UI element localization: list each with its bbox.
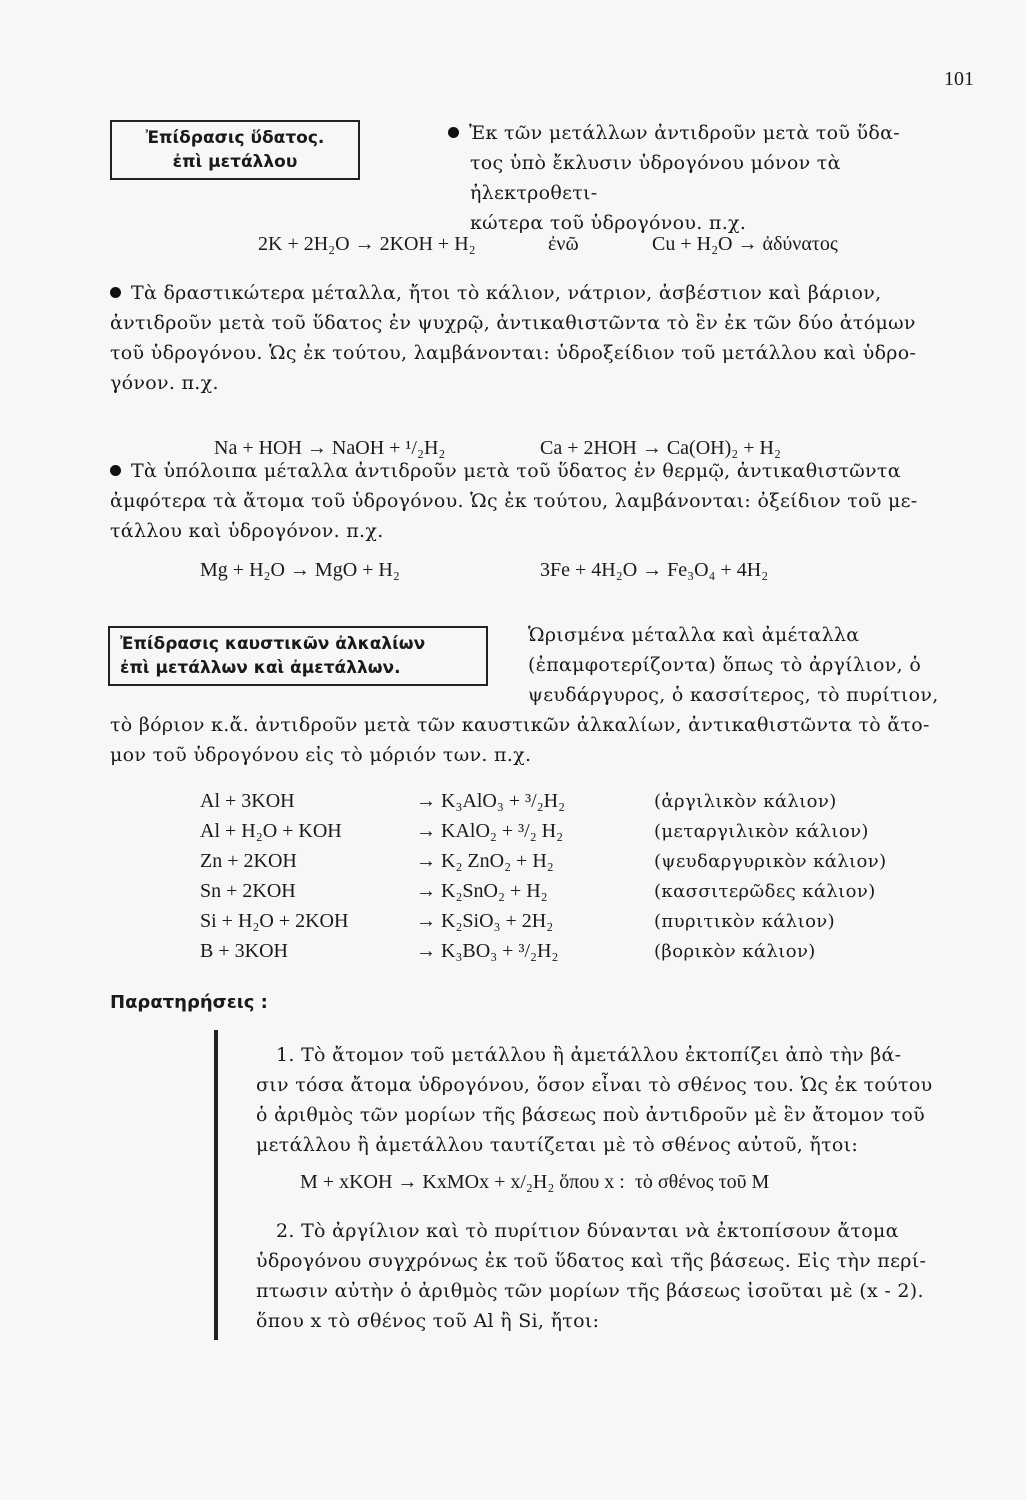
equation-potassium-water: 2K + 2H₂O → 2KOH + H₂: [258, 233, 476, 255]
text-line: ὑδρογόνου συγχρόνως ἐκ τοῦ ὕδατος καὶ τῆς βάσεως. Εἰς τὴν περί-: [256, 1250, 927, 1272]
paragraph-4-right: [528, 620, 968, 710]
reaction-row: [200, 846, 984, 876]
note-1-equation: M + xKOH → KxMOx + x/₂H₂ ὅπου x : τὸ σθένος τοῦ M: [300, 1171, 770, 1193]
text-line: (ἐπαμφοτερίζοντα) ὅπως τὸ ἀργίλιον, ὁ: [528, 654, 922, 676]
reaction-row: [200, 906, 984, 936]
bullet-icon: [110, 287, 121, 298]
equation-calcium-water: Ca + 2HOH → Ca(OH)₂ + H₂: [540, 437, 781, 459]
paragraph-3: [110, 454, 980, 546]
text-line: κώτερα τοῦ ὑδρογόνου. π.χ.: [470, 212, 747, 234]
page-number: 101: [944, 68, 974, 90]
reaction-table: [200, 786, 984, 966]
product-name: (πυριτικὸν κάλιον): [654, 910, 836, 932]
reaction-row: [200, 786, 984, 816]
bullet-icon: [448, 127, 459, 138]
text-line: μετάλλου ἢ ἀμετάλλου ταυτίζεται μὲ τὸ σθένος αὐτοῦ, ἤτοι:: [256, 1134, 859, 1156]
text-line: μον τοῦ ὑδρογόνου εἰς τὸ μόριόν των. π.χ.: [110, 744, 532, 766]
text-line: 2. Τὸ ἀργίλιον καὶ τὸ πυρίτιον δύνανται νὰ ἐκτοπίσουν ἄτομα: [276, 1220, 899, 1242]
text-line: ἀμφότερα τὰ ἄτομα τοῦ ὑδρογόνου. Ὡς ἐκ τούτου, λαμβάνονται: ὀξείδιον τοῦ με-: [110, 490, 918, 512]
reactants: Si + H₂O + 2KOH: [200, 909, 349, 932]
equation-magnesium-water: Mg + H₂O → MgO + H₂: [200, 559, 400, 581]
reactants: Al + H₂O + KOH: [200, 819, 342, 842]
side-heading-line: Ἐπίδρασις καυστικῶν ἀλκαλίων: [120, 634, 426, 654]
text-line: ἀντιδροῦν μετὰ τοῦ ὕδατος ἐν ψυχρῷ, ἀντικαθιστῶντα τὸ ἓν ἐκ τῶν δύο ἀτόμων: [110, 312, 916, 334]
side-heading-line: Ἐπίδρασις ὕδατος.: [145, 128, 325, 148]
reactants: B + 3KOH: [200, 939, 288, 962]
text-line: ὅπου x τὸ σθένος τοῦ Al ἢ Si, ἤτοι:: [256, 1310, 600, 1332]
equation-copper-water: Cu + H₂O → ἀδύνατος: [652, 233, 838, 255]
equation-iron-water: 3Fe + 4H₂O → Fe₃O₄ + 4H₂: [540, 559, 769, 581]
reaction-row: [200, 936, 984, 966]
note-1: [256, 1040, 968, 1160]
paragraph-2: [110, 278, 980, 398]
text-line: ψευδάργυρος, ὁ κασσίτερος, τὸ πυρίτιον,: [528, 684, 939, 706]
product-name: (κασσιτερῶδες κάλιον): [654, 880, 876, 902]
reactants: Zn + 2KOH: [200, 849, 297, 872]
product-name: (ἀργιλικὸν κάλιον): [654, 790, 837, 812]
product-name: (ψευδαργυρικὸν κάλιον): [654, 850, 887, 872]
text-line: Ἐκ τῶν μετάλλων ἀντιδροῦν μετὰ τοῦ ὕδα-: [469, 122, 900, 144]
products: → K₃BO₃ + ³/₂H₂: [416, 939, 559, 962]
text-line: τάλλου καὶ ὑδρογόνον. π.χ.: [110, 520, 384, 542]
text-line: τοῦ ὑδρογόνου. Ὡς ἐκ τούτου, λαμβάνονται: ὑδροξείδιον τοῦ μετάλλου καὶ ὑδρο-: [110, 342, 917, 364]
reaction-row: [200, 876, 984, 906]
text-line: τὸ βόριον κ.ἄ. ἀντιδροῦν μετὰ τῶν καυστικῶν ἀλκαλίων, ἀντικαθιστῶντα τὸ ἄτο-: [110, 714, 930, 736]
products: → K₂SnO₂ + H₂: [416, 879, 548, 902]
text-line: Τὰ δραστικώτερα μέταλλα, ἤτοι τὸ κάλιον, νάτριον, ἀσβέστιον καὶ βάριον,: [131, 282, 882, 304]
text-line: 1. Τὸ ἄτομον τοῦ μετάλλου ἢ ἀμετάλλου ἐκτοπίζει ἀπὸ τὴν βά-: [276, 1044, 902, 1066]
text-line: τος ὑπὸ ἔκλυσιν ὑδρογόνου μόνον τὰ ἠλεκτροθετι-: [470, 152, 841, 204]
products: → K₂SiO₃ + 2H₂: [416, 909, 554, 932]
products: → KAlO₂ + ³/₂ H₂: [416, 819, 564, 842]
equation-connector: ἐνῶ: [548, 233, 579, 255]
side-heading-line: ἐπὶ μετάλλων καὶ ἀμετάλλων.: [120, 658, 401, 678]
products: → K₂ ZnO₂ + H₂: [416, 849, 554, 872]
text-line: πτωσιν αὐτὴν ὁ ἀριθμὸς τῶν μορίων τῆς βάσεως ἰσοῦται μὲ (x - 2).: [256, 1280, 924, 1302]
products: → K₃AlO₃ + ³/₂H₂: [416, 789, 566, 812]
paragraph-4-full: [110, 710, 980, 770]
text-line: Ὡρισμένα μέταλλα καὶ ἀμέταλλα: [528, 624, 860, 646]
side-heading-water-on-metal: [110, 120, 360, 180]
product-name: (μεταργιλικὸν κάλιον): [654, 820, 869, 842]
equation-sodium-water: Na + HOH → NaOH + ¹/₂H₂: [214, 437, 446, 459]
note-2: [256, 1216, 968, 1336]
reactants: Al + 3KOH: [200, 789, 295, 812]
reaction-row: [200, 816, 984, 846]
text-line: γόνον. π.χ.: [110, 372, 219, 394]
side-heading-line: ἐπὶ μετάλλου: [172, 152, 298, 172]
bullet-icon: [110, 465, 121, 476]
text-line: ὁ ἀριθμὸς τῶν μορίων τῆς βάσεως ποὺ ἀντιδροῦν μὲ ἓν ἄτομον τοῦ: [256, 1104, 925, 1126]
paragraph-1: [448, 118, 968, 238]
reactants: Sn + 2KOH: [200, 879, 296, 902]
text-line: Τὰ ὑπόλοιπα μέταλλα ἀντιδροῦν μετὰ τοῦ ὕδατος ἐν θερμῷ, ἀντικαθιστῶντα: [131, 460, 901, 482]
notes-vertical-rule: [214, 1030, 218, 1340]
text-line: σιν τόσα ἄτομα ὑδρογόνου, ὅσον εἶναι τὸ σθένος του. Ὡς ἐκ τούτου: [256, 1074, 933, 1096]
notes-heading: Παρατηρήσεις :: [110, 992, 268, 1013]
product-name: (βορικὸν κάλιον): [654, 940, 816, 962]
side-heading-alkali-on-metals: [108, 626, 488, 686]
